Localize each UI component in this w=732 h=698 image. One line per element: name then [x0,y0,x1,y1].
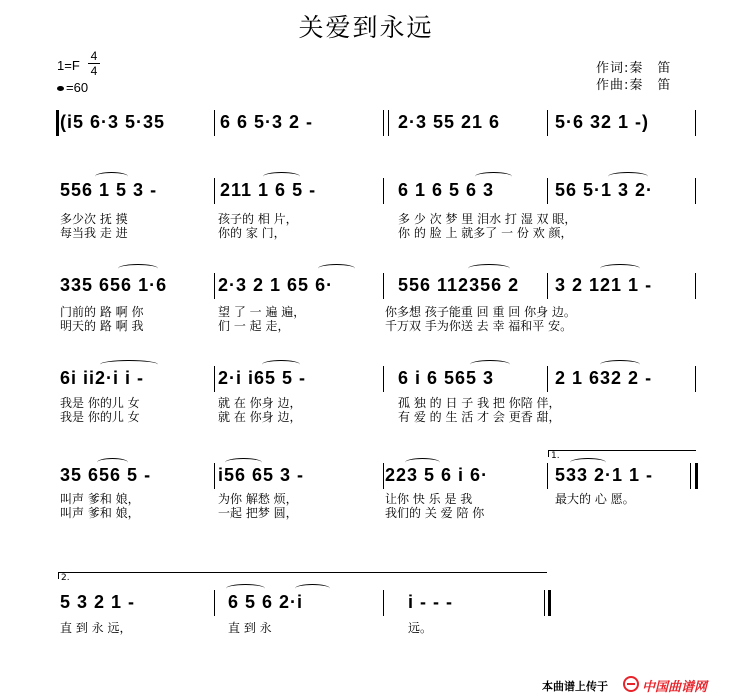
lyric-row-2-verse-1-segment-1: 多少次 抚 摸 [60,212,128,226]
second-ending-bracket [58,572,547,583]
barline [547,178,548,204]
notation-row-2-measure-3: 6 1 6 5 6 3 [398,180,495,200]
notation-row-5-measure-4: 533 2·1 1 - [555,465,654,485]
barline [547,366,548,392]
slur-mark [600,264,640,273]
notation-row-5-measure-2: i56 65 3 - [218,465,305,485]
lyric-row-4-verse-2-segment-1: 我是 你的儿 女 [60,410,140,424]
logo-text: 中国曲谱网 [642,680,708,695]
barline [690,463,691,489]
lyric-row-3-verse-2-segment-2: 们 一 起 走， [218,319,290,333]
notation-row-4-measure-3: 6 i 6 565 3 [398,368,495,388]
lyric-row-6-verse-1-segment-3: 远。 [408,621,433,635]
lyric-row-2-verse-1-segment-3: 多 少 次 梦 里 泪水 打 湿 双 眼， [398,212,577,226]
tempo-value: =60 [66,80,89,95]
notation-row-1-measure-3: 2·3 55 21 6 [398,112,501,132]
quarter-note-icon [57,86,64,91]
lyric-row-2-verse-2-segment-2: 你的 家 门， [218,226,286,240]
time-signature [88,49,100,78]
lyric-row-3-verse-1-segment-1: 门前的 路 啊 你 [60,305,144,319]
song-title: 关爱到永远 [298,13,434,42]
lyric-row-5-verse-1-segment-4: 最大的 心 愿。 [555,492,635,506]
slur-mark [468,264,510,273]
barline [383,273,384,299]
lyric-row-3-verse-2-segment-1: 明天的 路 啊 我 [60,319,144,333]
notation-row-6-measure-3: i - - - [408,592,453,612]
notation-row-2-measure-1: 556 1 5 3 - [60,180,158,200]
notation-row-2-measure-2: 211 1 6 5 - [220,180,317,200]
footer-upload-text: 本曲谱上传于 [542,680,608,693]
slur-mark [95,172,128,181]
slur-mark [226,584,265,593]
slur-mark [405,458,440,467]
barline [214,178,215,204]
notation-row-1-measure-4: 5·6 32 1 -) [555,112,650,132]
lyric-row-5-verse-2-segment-3: 我们的 关 爱 陪 你 [385,506,485,520]
barline [214,590,215,616]
slur-mark [570,458,606,467]
barline [214,463,215,489]
lyric-row-6-verse-1-segment-1: 直 到 永 远， [60,621,132,635]
lyric-row-4-verse-2-segment-2: 就 在 你身 边， [218,410,302,424]
composer-credit: 作曲:秦 笛 [596,78,672,93]
slur-mark [97,458,128,467]
barline [547,273,548,299]
slur-mark [100,360,158,369]
barline [547,463,548,489]
barline [383,178,384,204]
slur-mark [600,360,640,369]
barline [383,463,384,489]
slur-mark [295,584,330,593]
slur-mark [262,360,300,369]
slur-mark [475,172,512,181]
slur-mark [470,360,510,369]
notation-row-3-measure-1: 335 656 1·6 [60,275,168,295]
barline [695,110,696,136]
second-ending-label: 2. [61,573,70,583]
lyric-row-3-verse-1-segment-3: 你多想 孩子能重 回 重 回 你身 边。 [385,305,576,319]
slur-mark [608,172,648,181]
site-logo[interactable] [622,675,726,693]
slur-mark [225,458,262,467]
barline [214,110,215,136]
lyric-row-4-verse-2-segment-3: 有 爱 的 生 活 才 会 更香 甜， [398,410,561,424]
lyric-row-5-verse-1-segment-1: 叫声 爹和 娘， [60,492,140,506]
barline [214,366,215,392]
lyric-row-4-verse-1-segment-2: 就 在 你身 边， [218,396,302,410]
slur-mark [118,264,158,273]
notation-row-6-measure-2: 6 5 6 2·i [228,592,304,612]
barline [214,273,215,299]
time-signature-numerator: 4 [88,49,100,64]
lyric-row-5-verse-2-segment-2: 一起 把梦 圆， [218,506,298,520]
barline [695,178,696,204]
lyric-row-6-verse-1-segment-2: 直 到 永 [228,621,272,635]
slur-mark [318,264,355,273]
slur-mark [263,172,300,181]
barline [547,110,548,136]
lyric-row-2-verse-1-segment-2: 孩子的 相 片， [218,212,298,226]
lyric-row-3-verse-1-segment-2: 望 了 一 遍 遍， [218,305,306,319]
notation-row-1-measure-1: (i5 6·3 5·35 [60,112,166,132]
notation-row-5-measure-1: 35 656 5 - [60,465,152,485]
notation-row-3-measure-3: 556 112356 2 [398,275,520,295]
notation-row-3-measure-4: 3 2 121 1 - [555,275,653,295]
lyric-row-2-verse-2-segment-1: 每当我 走 进 [60,226,128,240]
tempo-marking [57,80,88,95]
barline [544,590,545,616]
lyric-row-3-verse-2-segment-3: 千万双 手为你送 去 幸 福和平 安。 [385,319,573,333]
notation-row-5-measure-3: 223 5 6 i 6· [385,465,489,485]
first-ending-bracket [548,450,696,461]
lyric-row-2-verse-2-segment-3: 你 的 脸 上 就多了 一 份 欢 颜， [398,226,573,240]
lyric-row-4-verse-1-segment-3: 孤 独 的 日 子 我 把 你陪 伴， [398,396,561,410]
barline [383,110,384,136]
notation-row-4-measure-4: 2 1 632 2 - [555,368,653,388]
lyric-row-5-verse-1-segment-3: 让你 快 乐 是 我 [385,492,473,506]
first-ending-label: 1. [551,451,560,461]
lyric-row-5-verse-1-segment-2: 为你 解愁 烦， [218,492,298,506]
barline [383,366,384,392]
barline [388,110,389,136]
barline [548,590,551,616]
notation-row-1-measure-2: 6 6 5·3 2 - [220,112,314,132]
barline [695,273,696,299]
barline [383,590,384,616]
barline [695,366,696,392]
notation-row-3-measure-2: 2·3 2 1 65 6· [218,275,334,295]
lyric-row-5-verse-2-segment-1: 叫声 爹和 娘， [60,506,140,520]
lyric-row-4-verse-1-segment-1: 我是 你的儿 女 [60,396,140,410]
notation-row-4-measure-1: 6i ii2·i i - [60,368,145,388]
notation-row-4-measure-2: 2·i i65 5 - [218,368,307,388]
lyricist-credit: 作词:秦 笛 [596,61,672,76]
barline [695,463,698,489]
key-signature: 1=F [57,58,80,73]
notation-row-2-measure-4: 56 5·1 3 2· [555,180,654,200]
barline [56,110,59,136]
notation-row-6-measure-1: 5 3 2 1 - [60,592,136,612]
time-signature-denominator: 4 [90,64,98,78]
